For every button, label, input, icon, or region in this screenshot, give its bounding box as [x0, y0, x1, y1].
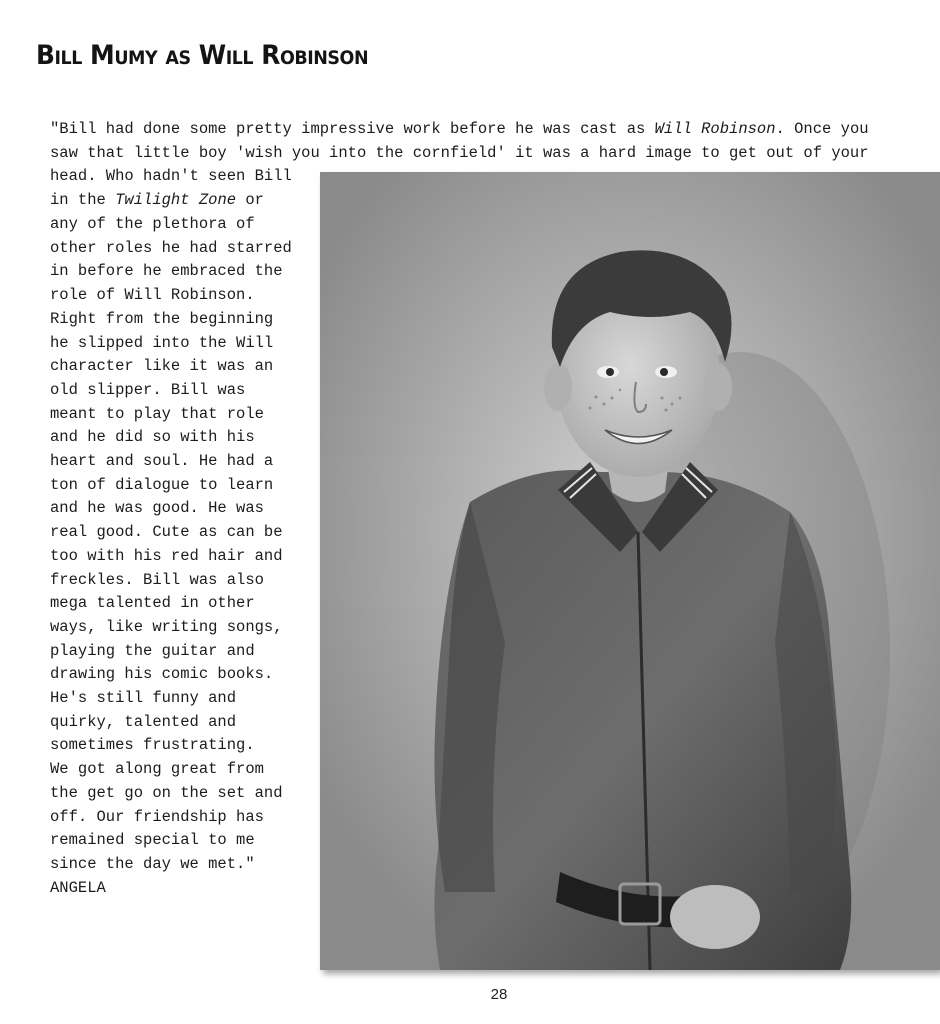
article-line: too with his red hair and: [50, 546, 283, 565]
portrait-photo: [320, 172, 940, 970]
article-line: role of Will Robinson.: [50, 286, 255, 305]
article-line: other roles he had starred: [50, 238, 292, 257]
article-line: in the Twilight Zone or: [50, 191, 264, 209]
page-number: 28: [490, 986, 508, 1003]
article-line: since the day we met.": [50, 854, 255, 873]
article-line: drawing his comic books.: [50, 665, 274, 684]
article-line: off. Our friendship has: [50, 807, 264, 826]
article-line: the get go on the set and: [50, 783, 283, 802]
article-line: real good. Cute as can be: [50, 523, 283, 542]
article-line: meant to play that role: [50, 404, 264, 423]
article-line: ton of dialogue to learn: [50, 475, 274, 494]
article-line: freckles. Bill was also: [50, 570, 264, 589]
article-line: sometimes frustrating.: [50, 736, 255, 755]
article-line: and he did so with his: [50, 428, 255, 447]
article-line: head. Who hadn't seen Bill: [50, 167, 292, 185]
article-line: character like it was an: [50, 357, 274, 376]
article-line: heart and soul. He had a: [50, 452, 274, 470]
article-line: quirky, talented and: [50, 712, 237, 731]
article-line: "Bill had done some pretty impressive work before he was cast as Will Robinson. Once you: [50, 120, 869, 138]
article-line: ways, like writing songs,: [50, 617, 283, 636]
article-line: saw that little boy 'wish you into the cornfield' it was a hard image to get out of your: [50, 144, 869, 162]
article-line: playing the guitar and: [50, 641, 255, 660]
signature: ANGELA: [50, 878, 106, 897]
article-line: any of the plethora of: [50, 215, 255, 233]
article-line: remained special to me: [50, 831, 255, 850]
article-line: and he was good. He was: [50, 499, 264, 518]
article-line: old slipper. Bill was: [50, 380, 246, 399]
article-line: We got along great from: [50, 760, 264, 779]
article-line: He's still funny and: [50, 689, 237, 707]
article-line: in before he embraced the: [50, 262, 283, 281]
article-line: he slipped into the Will: [50, 333, 274, 352]
boy-portrait-illustration: [320, 172, 940, 970]
article-line: Right from the beginning: [50, 309, 274, 328]
article-line: mega talented in other: [50, 594, 255, 613]
page-title: Bill Mumy as Will Robinson: [36, 40, 369, 71]
